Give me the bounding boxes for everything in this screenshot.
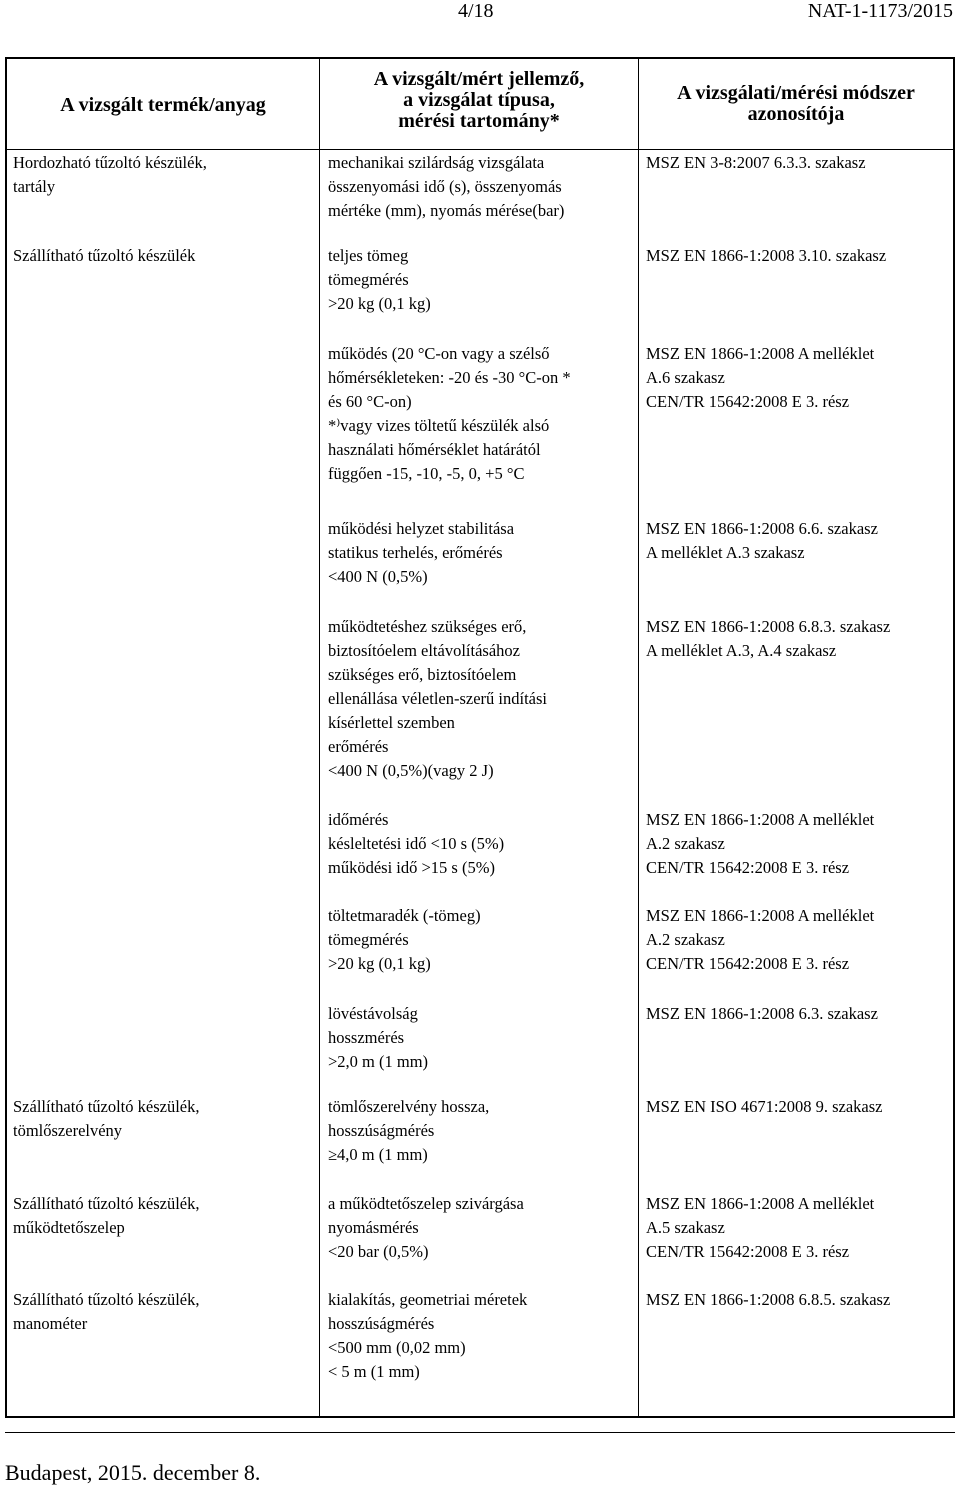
header-method-line: azonosítója — [747, 103, 845, 125]
property-text-line: a működtetőszelep szivárgása — [328, 1194, 524, 1213]
method-text-line: CEN/TR 15642:2008 E 3. rész — [646, 392, 850, 411]
property-text-line: összenyomási idő (s), összenyomás — [328, 177, 562, 196]
property-text-line: hosszúságmérés — [328, 1314, 435, 1333]
product-text-line: Szállítható tűzoltó készülék, — [13, 1097, 200, 1116]
property-cell — [328, 151, 564, 223]
method-cell — [646, 1288, 890, 1312]
property-cell — [328, 808, 504, 880]
method-text-line: A.2 szakasz — [646, 834, 725, 853]
method-text-line: MSZ EN 3-8:2007 6.3.3. szakasz — [646, 153, 866, 172]
property-text-line: <20 bar (0,5%) — [328, 1242, 429, 1261]
property-text-line: *⁾vagy vizes töltetű készülék alsó — [328, 416, 550, 435]
property-text-line: >2,0 m (1 mm) — [328, 1052, 429, 1071]
product-cell — [13, 1095, 200, 1143]
property-cell — [328, 1095, 489, 1167]
property-cell — [328, 517, 514, 589]
property-cell — [328, 1192, 524, 1264]
method-text-line: A.2 szakasz — [646, 930, 725, 949]
product-text-line: tartály — [13, 177, 56, 196]
property-text-line: nyomásmérés — [328, 1218, 419, 1237]
method-cell — [646, 244, 886, 268]
column-divider — [319, 59, 320, 1416]
method-text-line: A melléklet A.3 szakasz — [646, 543, 805, 562]
property-text-line: késleltetési idő <10 s (5%) — [328, 834, 505, 853]
method-text-line: MSZ EN 1866-1:2008 6.3. szakasz — [646, 1004, 878, 1023]
method-cell — [646, 615, 890, 663]
header-property-line: mérési tartomány* — [398, 110, 560, 132]
property-text-line: ≥4,0 m (1 mm) — [328, 1145, 428, 1164]
property-text-line: és 60 °C-on) — [328, 392, 412, 411]
property-text-line: mértéke (mm), nyomás mérése(bar) — [328, 201, 565, 220]
property-text-line: hosszmérés — [328, 1028, 405, 1047]
header-product: A vizsgált termék/anyag — [60, 94, 266, 116]
property-text-line: hőmérsékleteken: -20 és -30 °C-on * — [328, 368, 571, 387]
page-number: 4/18 — [458, 0, 494, 22]
property-text-line: kísérlettel szemben — [328, 713, 455, 732]
property-text-line: működési helyzet stabilitása — [328, 519, 515, 538]
page-header — [0, 0, 960, 28]
property-cell — [328, 1288, 527, 1384]
header-divider — [7, 149, 953, 150]
method-text-line: MSZ EN 1866-1:2008 A melléklet — [646, 906, 875, 925]
property-text-line: >20 kg (0,1 kg) — [328, 294, 431, 313]
property-cell — [328, 244, 431, 316]
property-text-line: működtetéshez szükséges erő, — [328, 617, 527, 636]
header-property — [320, 69, 638, 132]
method-cell — [646, 904, 874, 976]
method-cell — [646, 1002, 878, 1026]
property-text-line: töltetmaradék (-tömeg) — [328, 906, 481, 925]
property-text-line: < 5 m (1 mm) — [328, 1362, 420, 1381]
property-text-line: <400 N (0,5%)(vagy 2 J) — [328, 761, 494, 780]
header-property-line: A vizsgált/mért jellemző, — [373, 68, 585, 90]
property-text-line: szükséges erő, biztosítóelem — [328, 665, 517, 684]
product-text-line: Szállítható tűzoltó készülék — [13, 246, 196, 265]
product-cell — [13, 151, 207, 199]
product-text-line: működtetőszelep — [13, 1218, 125, 1237]
property-text-line: tömlőszerelvény hossza, — [328, 1097, 490, 1116]
method-text-line: MSZ EN 1866-1:2008 6.8.5. szakasz — [646, 1290, 891, 1309]
document-id: NAT-1-1173/2015 — [807, 0, 953, 22]
property-text-line: ellenállása véletlen-szerű indítási — [328, 689, 547, 708]
property-text-line: teljes tömeg — [328, 246, 409, 265]
product-text-line: tömlőszerelvény — [13, 1121, 123, 1140]
header-method — [639, 83, 953, 125]
product-cell — [13, 244, 195, 268]
header-property-line: a vizsgálat típusa, — [403, 89, 555, 111]
column-divider — [638, 59, 639, 1416]
method-cell — [646, 151, 866, 175]
method-cell — [646, 342, 874, 414]
header-method-line: A vizsgálati/mérési módszer — [677, 82, 915, 104]
property-text-line: kialakítás, geometriai méretek — [328, 1290, 528, 1309]
footer-place-date: Budapest, 2015. december 8. — [5, 1460, 261, 1485]
method-text-line: MSZ EN 1866-1:2008 A melléklet — [646, 810, 875, 829]
method-text-line: MSZ EN 1866-1:2008 6.6. szakasz — [646, 519, 878, 538]
property-text-line: időmérés — [328, 810, 389, 829]
method-text-line: CEN/TR 15642:2008 E 3. rész — [646, 858, 850, 877]
method-text-line: MSZ EN 1866-1:2008 A melléklet — [646, 1194, 875, 1213]
method-cell — [646, 1095, 882, 1119]
property-text-line: mechanikai szilárdság vizsgálata — [328, 153, 545, 172]
method-text-line: CEN/TR 15642:2008 E 3. rész — [646, 1242, 850, 1261]
method-cell — [646, 1192, 874, 1264]
property-cell — [328, 615, 547, 783]
method-text-line: A.6 szakasz — [646, 368, 725, 387]
property-cell — [328, 1002, 428, 1074]
method-text-line: MSZ EN 1866-1:2008 A melléklet — [646, 344, 875, 363]
method-cell — [646, 808, 874, 880]
property-text-line: <500 mm (0,02 mm) — [328, 1338, 466, 1357]
accreditation-table — [5, 57, 955, 1418]
property-text-line: >20 kg (0,1 kg) — [328, 954, 431, 973]
property-cell — [328, 342, 571, 486]
method-text-line: MSZ EN 1866-1:2008 6.8.3. szakasz — [646, 617, 891, 636]
method-text-line: A melléklet A.3, A.4 szakasz — [646, 641, 837, 660]
method-text-line: CEN/TR 15642:2008 E 3. rész — [646, 954, 850, 973]
product-text-line: Szállítható tűzoltó készülék, — [13, 1194, 200, 1213]
property-text-line: tömegmérés — [328, 270, 409, 289]
bottom-rule — [5, 1432, 955, 1433]
property-text-line: biztosítóelem eltávolításához — [328, 641, 520, 660]
property-text-line: <400 N (0,5%) — [328, 567, 428, 586]
property-text-line: lövéstávolság — [328, 1004, 418, 1023]
product-text-line: Szállítható tűzoltó készülék, — [13, 1290, 200, 1309]
property-text-line: működési idő >15 s (5%) — [328, 858, 495, 877]
property-text-line: tömegmérés — [328, 930, 409, 949]
property-text-line: statikus terhelés, erőmérés — [328, 543, 503, 562]
method-text-line: MSZ EN 1866-1:2008 3.10. szakasz — [646, 246, 887, 265]
property-text-line: használati hőmérséklet határától — [328, 440, 541, 459]
property-text-line: erőmérés — [328, 737, 389, 756]
property-text-line: hosszúságmérés — [328, 1121, 435, 1140]
method-text-line: A.5 szakasz — [646, 1218, 725, 1237]
product-cell — [13, 1192, 200, 1240]
method-text-line: MSZ EN ISO 4671:2008 9. szakasz — [646, 1097, 883, 1116]
property-text-line: működés (20 °C-on vagy a szélső — [328, 344, 550, 363]
method-cell — [646, 517, 878, 565]
product-cell — [13, 1288, 200, 1336]
property-cell — [328, 904, 481, 976]
product-text-line: manométer — [13, 1314, 88, 1333]
product-text-line: Hordozható tűzoltó készülék, — [13, 153, 207, 172]
property-text-line: függően -15, -10, -5, 0, +5 °C — [328, 464, 525, 483]
